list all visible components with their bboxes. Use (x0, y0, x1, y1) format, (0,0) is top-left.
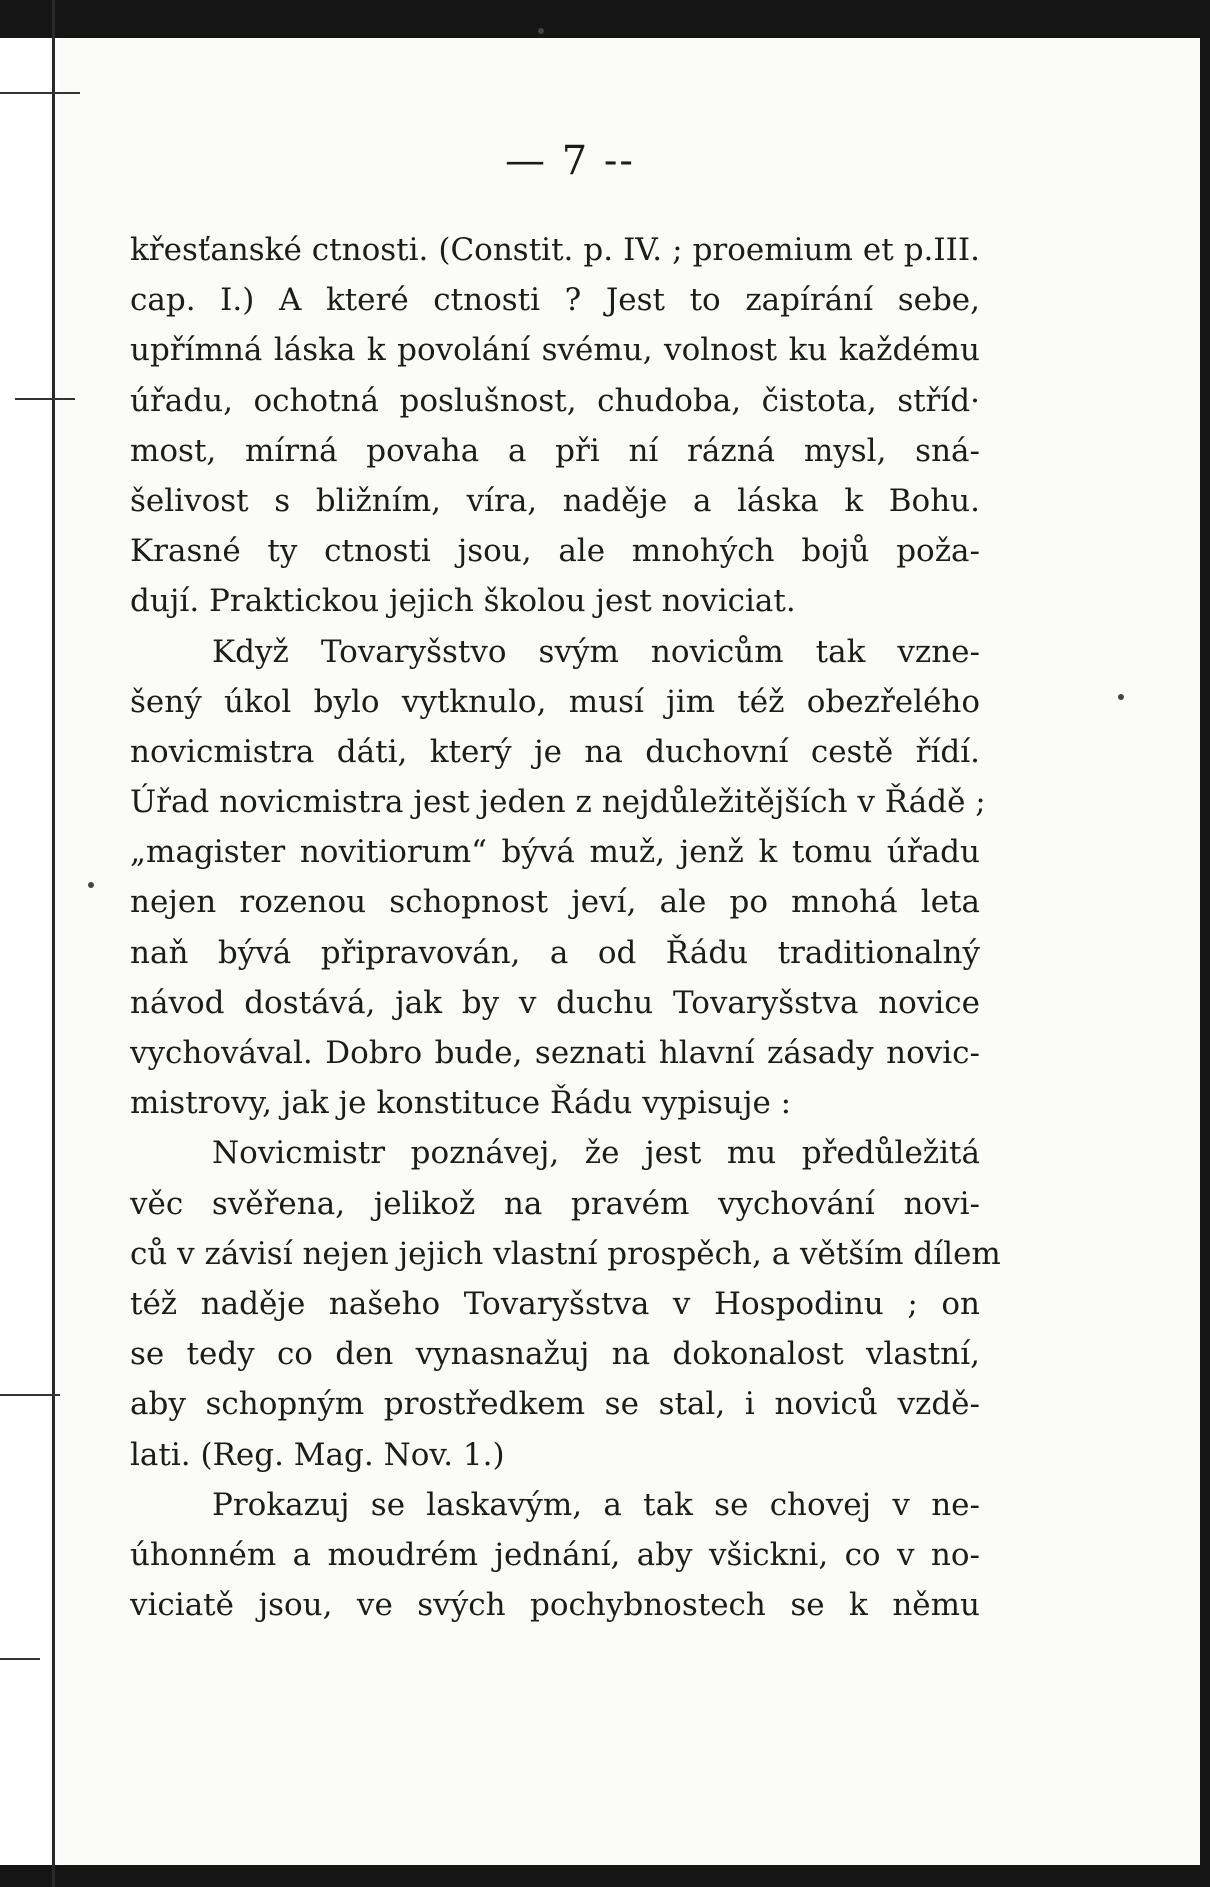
text-line: dují. Praktickou jejich školou jest noviciat. (130, 583, 796, 620)
fold-mark (0, 92, 80, 94)
text-line: Novicmistr poznávej, že jest mu předůležitá (212, 1135, 980, 1172)
text-line: aby schopným prostředkem se stal, i noviců vzdě- (130, 1386, 980, 1423)
text-line: se tedy co den vynasnažuj na dokonalost vlastní, (130, 1336, 980, 1373)
text-line: úhonném a moudrém jednání, aby všickni, co v no- (130, 1536, 980, 1573)
text-line: věc svěřena, jelikož na pravém vychování novi- (130, 1185, 980, 1222)
gutter-line (52, 0, 55, 1887)
scan-border-bottom (0, 1865, 1210, 1887)
scan-border-top (0, 0, 1210, 38)
text-line: vychovával. Dobro bude, seznati hlavní zásady novic- (130, 1035, 980, 1071)
text-line: ců v závisí nejen jejich vlastní prospěch, a větším dílem (130, 1235, 1001, 1272)
text-line: úřadu, ochotná poslušnost, chudoba, čistota, stříd· (130, 382, 980, 419)
body-text (130, 225, 1001, 1630)
fold-mark (0, 1394, 60, 1396)
text-line: návod dostává, jak by v duchu Tovaryšstva novice (130, 984, 980, 1021)
text-line: mistrovy, jak je konstituce Řádu vypisuje : (130, 1085, 792, 1122)
text-line: šelivost s bližním, víra, naděje a láska k Bohu. (130, 482, 980, 519)
ink-speck (88, 882, 94, 888)
text-line: most, mírná povaha a při ní rázná mysl, sná- (130, 432, 980, 469)
text-line: viciatě jsou, ve svých pochybnostech se k němu (130, 1587, 980, 1624)
scan-border-right (1200, 0, 1210, 1887)
text-line: šený úkol bylo vytknulo, musí jim též obezřelého (130, 683, 980, 720)
text-line: Krasné ty ctnosti jsou, ale mnohých bojů poža- (130, 533, 980, 570)
text-line: cap. I.) A které ctnosti ? Jest to zapírání sebe, (130, 282, 980, 319)
text-line: lati. (Reg. Mag. Nov. 1.) (130, 1436, 505, 1473)
text-line: upřímná láska k povolání svému, volnost ku každému (130, 332, 980, 369)
text-line: Když Tovaryšstvo svým novicům tak vzne- (212, 633, 980, 670)
text-line: novicmistra dáti, který je na duchovní cestě řídí. (130, 733, 980, 770)
text-line: naň bývá připravován, a od Řádu traditionalný (130, 934, 980, 971)
text-line: Prokazuj se laskavým, a tak se chovej v ne- (212, 1486, 980, 1523)
fold-mark (0, 1658, 40, 1660)
text-line: též naděje našeho Tovaryšstva v Hospodinu ; on (130, 1285, 980, 1322)
text-line: křesťanské ctnosti. (Constit. p. IV. ; proemium et p.III. (130, 232, 980, 268)
text-line: „magister novitiorum“ bývá muž, jenž k tomu úřadu (130, 834, 980, 871)
ink-speck (538, 28, 544, 34)
ink-speck (1118, 694, 1124, 700)
text-line: Úřad novicmistra jest jeden z nejdůležitějších v Řádě ; (130, 784, 986, 821)
page-number: — 7 -- (505, 138, 635, 184)
fold-mark (15, 398, 75, 400)
text-line: nejen rozenou schopnost jeví, ale po mnohá leta (130, 884, 980, 921)
